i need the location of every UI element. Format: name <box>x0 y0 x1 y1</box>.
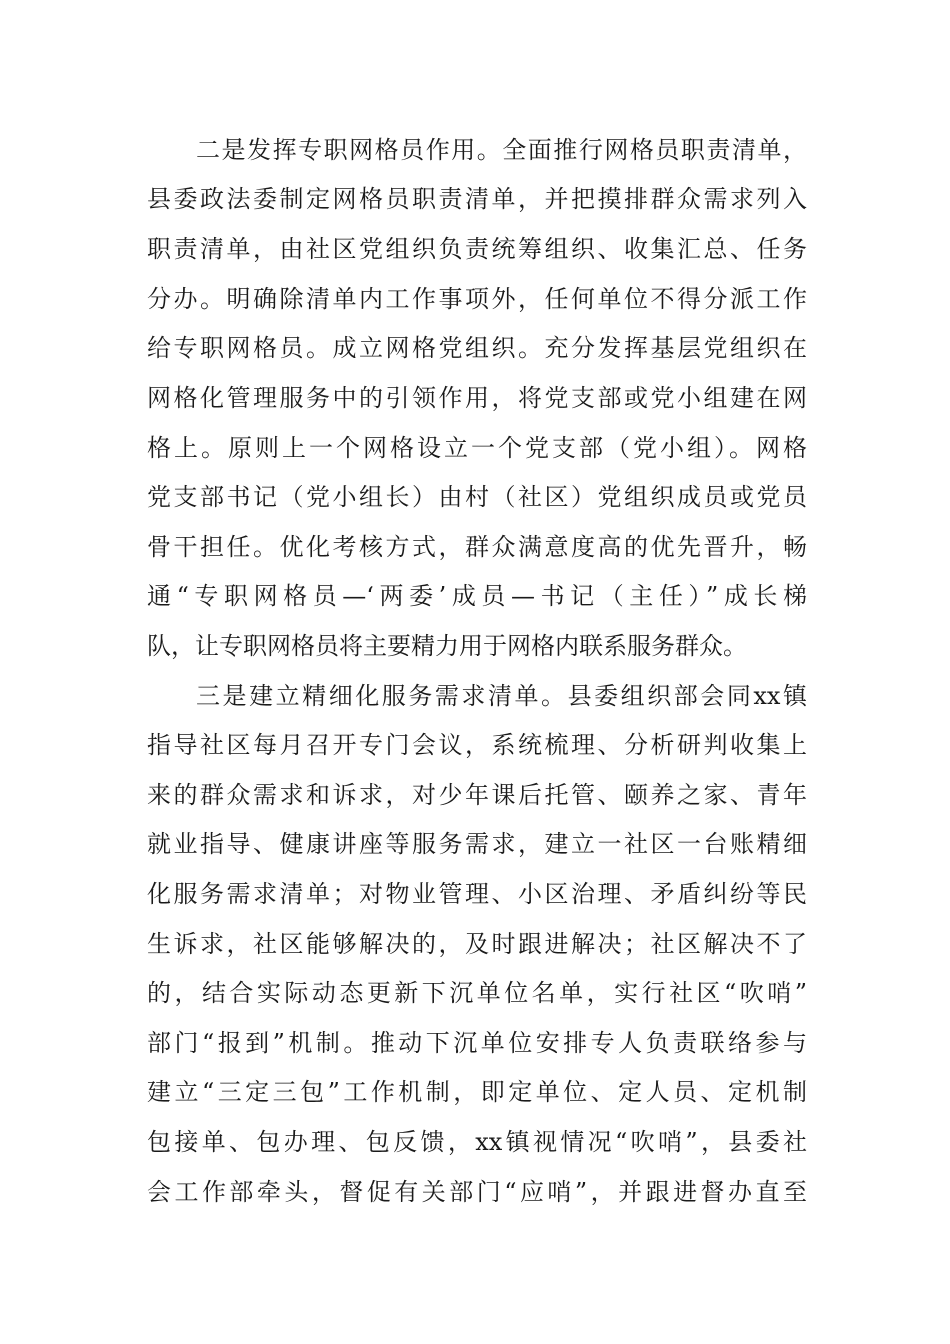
paragraph-1-line-4: 分办。明确除清单内工作事项外，任何单位不得分派工作 <box>147 285 807 313</box>
paragraph-1-line-7: 格上。原则上一个网格设立一个党支部（党小组）。网格 <box>147 434 807 462</box>
paragraph-1-line-2: 县委政法委制定网格员职责清单，并把摸排群众需求列入 <box>147 185 807 213</box>
paragraph-1-line-3: 职责清单，由社区党组织负责统筹组织、收集汇总、任务 <box>147 235 807 263</box>
paragraph-2-line-2: 指导社区每月召开专门会议，系统梳理、分析研判收集上 <box>147 731 807 759</box>
paragraph-1-line-6: 网格化管理服务中的引领作用，将党支部或党小组建在网 <box>147 384 807 412</box>
paragraph-2-line-8: 部门“报到”机制。推动下沉单位安排专人负责联络参与 <box>147 1029 807 1057</box>
paragraph-1-line-11: 队，让专职网格员将主要精力用于网格内联系服务群众。 <box>147 632 747 660</box>
paragraph-2-line-1: 三是建立精细化服务需求清单。县委组织部会同xx镇 <box>196 682 807 710</box>
paragraph-1-line-9: 骨干担任。优化考核方式，群众满意度高的优先晋升，畅 <box>147 533 807 561</box>
paragraph-1-line-8: 党支部书记（党小组长）由村（社区）党组织成员或党员 <box>147 483 807 511</box>
paragraph-2-line-9: 建立“三定三包”工作机制，即定单位、定人员、定机制 <box>147 1078 807 1106</box>
paragraph-1-line-5: 给专职网格员。成立网格党组织。充分发挥基层党组织在 <box>147 334 807 362</box>
paragraph-2-line-7: 的，结合实际动态更新下沉单位名单，实行社区“吹哨” <box>147 979 807 1007</box>
paragraph-2-line-11: 会工作部牵头，督促有关部门“应哨”，并跟进督办直至 <box>147 1178 807 1206</box>
paragraph-2-line-10: 包接单、包办理、包反馈，xx镇视情况“吹哨”，县委社 <box>147 1128 807 1156</box>
paragraph-1-line-1: 二是发挥专职网格员作用。全面推行网格员职责清单， <box>196 136 807 164</box>
paragraph-1-line-10: 通“专职网格员—‘两委’成员—书记（主任）”成长梯 <box>147 582 807 610</box>
paragraph-2-line-5: 化服务需求清单；对物业管理、小区治理、矛盾纠纷等民 <box>147 880 807 908</box>
paragraph-2-line-4: 就业指导、健康讲座等服务需求，建立一社区一台账精细 <box>147 830 807 858</box>
paragraph-2-line-6: 生诉求，社区能够解决的，及时跟进解决；社区解决不了 <box>147 930 807 958</box>
paragraph-2-line-3: 来的群众需求和诉求，对少年课后托管、颐养之家、青年 <box>147 781 807 809</box>
